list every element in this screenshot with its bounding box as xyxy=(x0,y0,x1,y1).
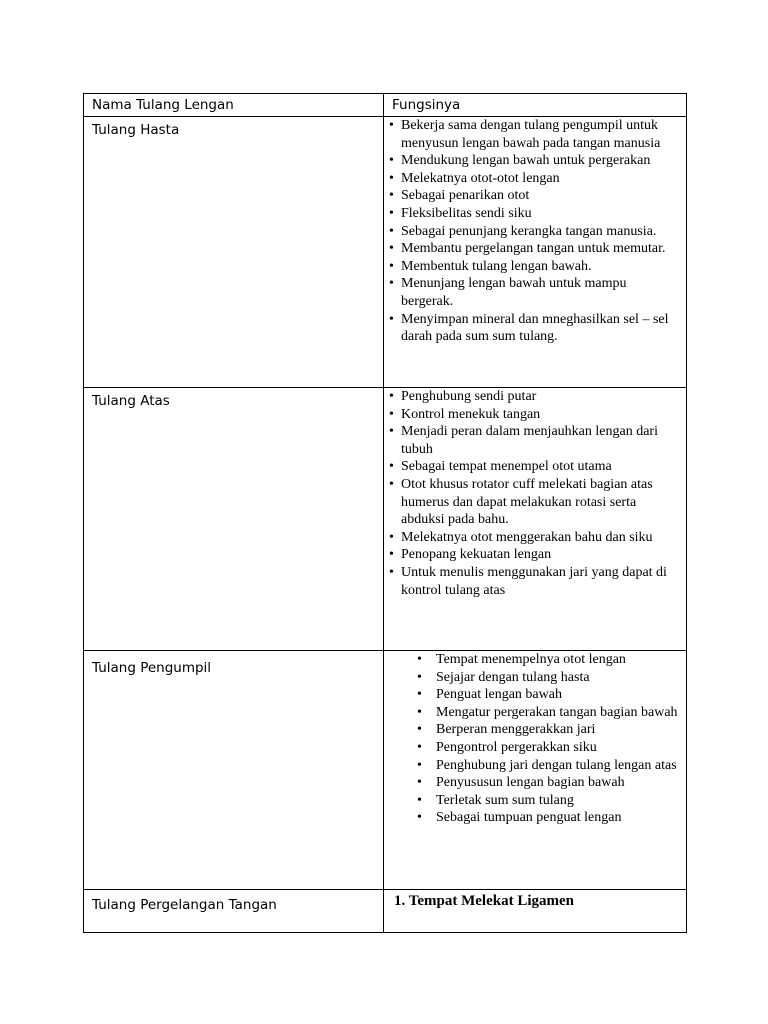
table-header-row xyxy=(84,94,687,117)
list-item: • Tempat menempelnya otot lengan xyxy=(436,651,682,669)
list-item: • Terletak sum sum tulang xyxy=(436,792,682,810)
bone-function-table xyxy=(83,93,687,933)
function-list xyxy=(384,117,686,346)
list-item: • Melekatnya otot-otot lengan xyxy=(401,170,682,188)
list-item: • Penghubung sendi putar xyxy=(401,388,682,406)
function-cell xyxy=(384,388,687,651)
list-item: • Menjadi peran dalam menjauhkan lengan dari tubuh xyxy=(401,423,682,458)
header-function: Fungsinya xyxy=(384,94,687,117)
table-row xyxy=(84,890,687,933)
list-item: • Otot khusus rotator cuff melekati bagian atas humerus dan dapat melakukan rotasi serta abduksi pada bahu. xyxy=(401,476,682,529)
bone-name-cell: Tulang Hasta xyxy=(84,117,384,388)
list-item: • Penyususun lengan bagian bawah xyxy=(436,774,682,792)
list-item: • Menyimpan mineral dan mneghasilkan sel – sel darah pada sum sum tulang. xyxy=(401,311,682,346)
list-item: • Berperan menggerakkan jari xyxy=(436,721,682,739)
list-item: • Membentuk tulang lengan bawah. xyxy=(401,258,682,276)
list-item: • Mendukung lengan bawah untuk pergerakan xyxy=(401,152,682,170)
table-row xyxy=(84,117,687,388)
list-item: • Sebagai tempat menempel otot utama xyxy=(401,458,682,476)
bone-name-cell: Tulang Pergelangan Tangan xyxy=(84,890,384,933)
list-item: • Untuk menulis menggunakan jari yang dapat di kontrol tulang atas xyxy=(401,564,682,599)
list-item: • Pengontrol pergerakkan siku xyxy=(436,739,682,757)
function-cell xyxy=(384,890,687,933)
list-item: • Melekatnya otot menggerakan bahu dan siku xyxy=(401,529,682,547)
list-item: • Sejajar dengan tulang hasta xyxy=(436,669,682,687)
list-item: • Sebagai tumpuan penguat lengan xyxy=(436,809,682,827)
list-item: • Sebagai penarikan otot xyxy=(401,187,682,205)
bone-name-cell: Tulang Atas xyxy=(84,388,384,651)
list-item: • Fleksibelitas sendi siku xyxy=(401,205,682,223)
list-item: • Membantu pergelangan tangan untuk memutar. xyxy=(401,240,682,258)
bone-name-cell: Tulang Pengumpil xyxy=(84,651,384,890)
list-item: • Menunjang lengan bawah untuk mampu bergerak. xyxy=(401,275,682,310)
list-item: • Penguat lengan bawah xyxy=(436,686,682,704)
list-item: • Bekerja sama dengan tulang pengumpil untuk menyusun lengan bawah pada tangan manusia xyxy=(401,117,682,152)
list-item: • Kontrol menekuk tangan xyxy=(401,406,682,424)
list-item: • Mengatur pergerakan tangan bagian bawah xyxy=(436,704,682,722)
function-cell xyxy=(384,651,687,890)
function-list xyxy=(384,651,686,827)
ordered-list-item: 1. Tempat Melekat Ligamen xyxy=(394,893,574,909)
header-bone-name: Nama Tulang Lengan xyxy=(84,94,384,117)
list-item: • Penghubung jari dengan tulang lengan atas xyxy=(436,757,682,775)
list-item: • Sebagai penunjang kerangka tangan manusia. xyxy=(401,223,682,241)
function-cell xyxy=(384,117,687,388)
function-list xyxy=(384,388,686,599)
table-row xyxy=(84,388,687,651)
table-row xyxy=(84,651,687,890)
list-item: • Penopang kekuatan lengan xyxy=(401,546,682,564)
